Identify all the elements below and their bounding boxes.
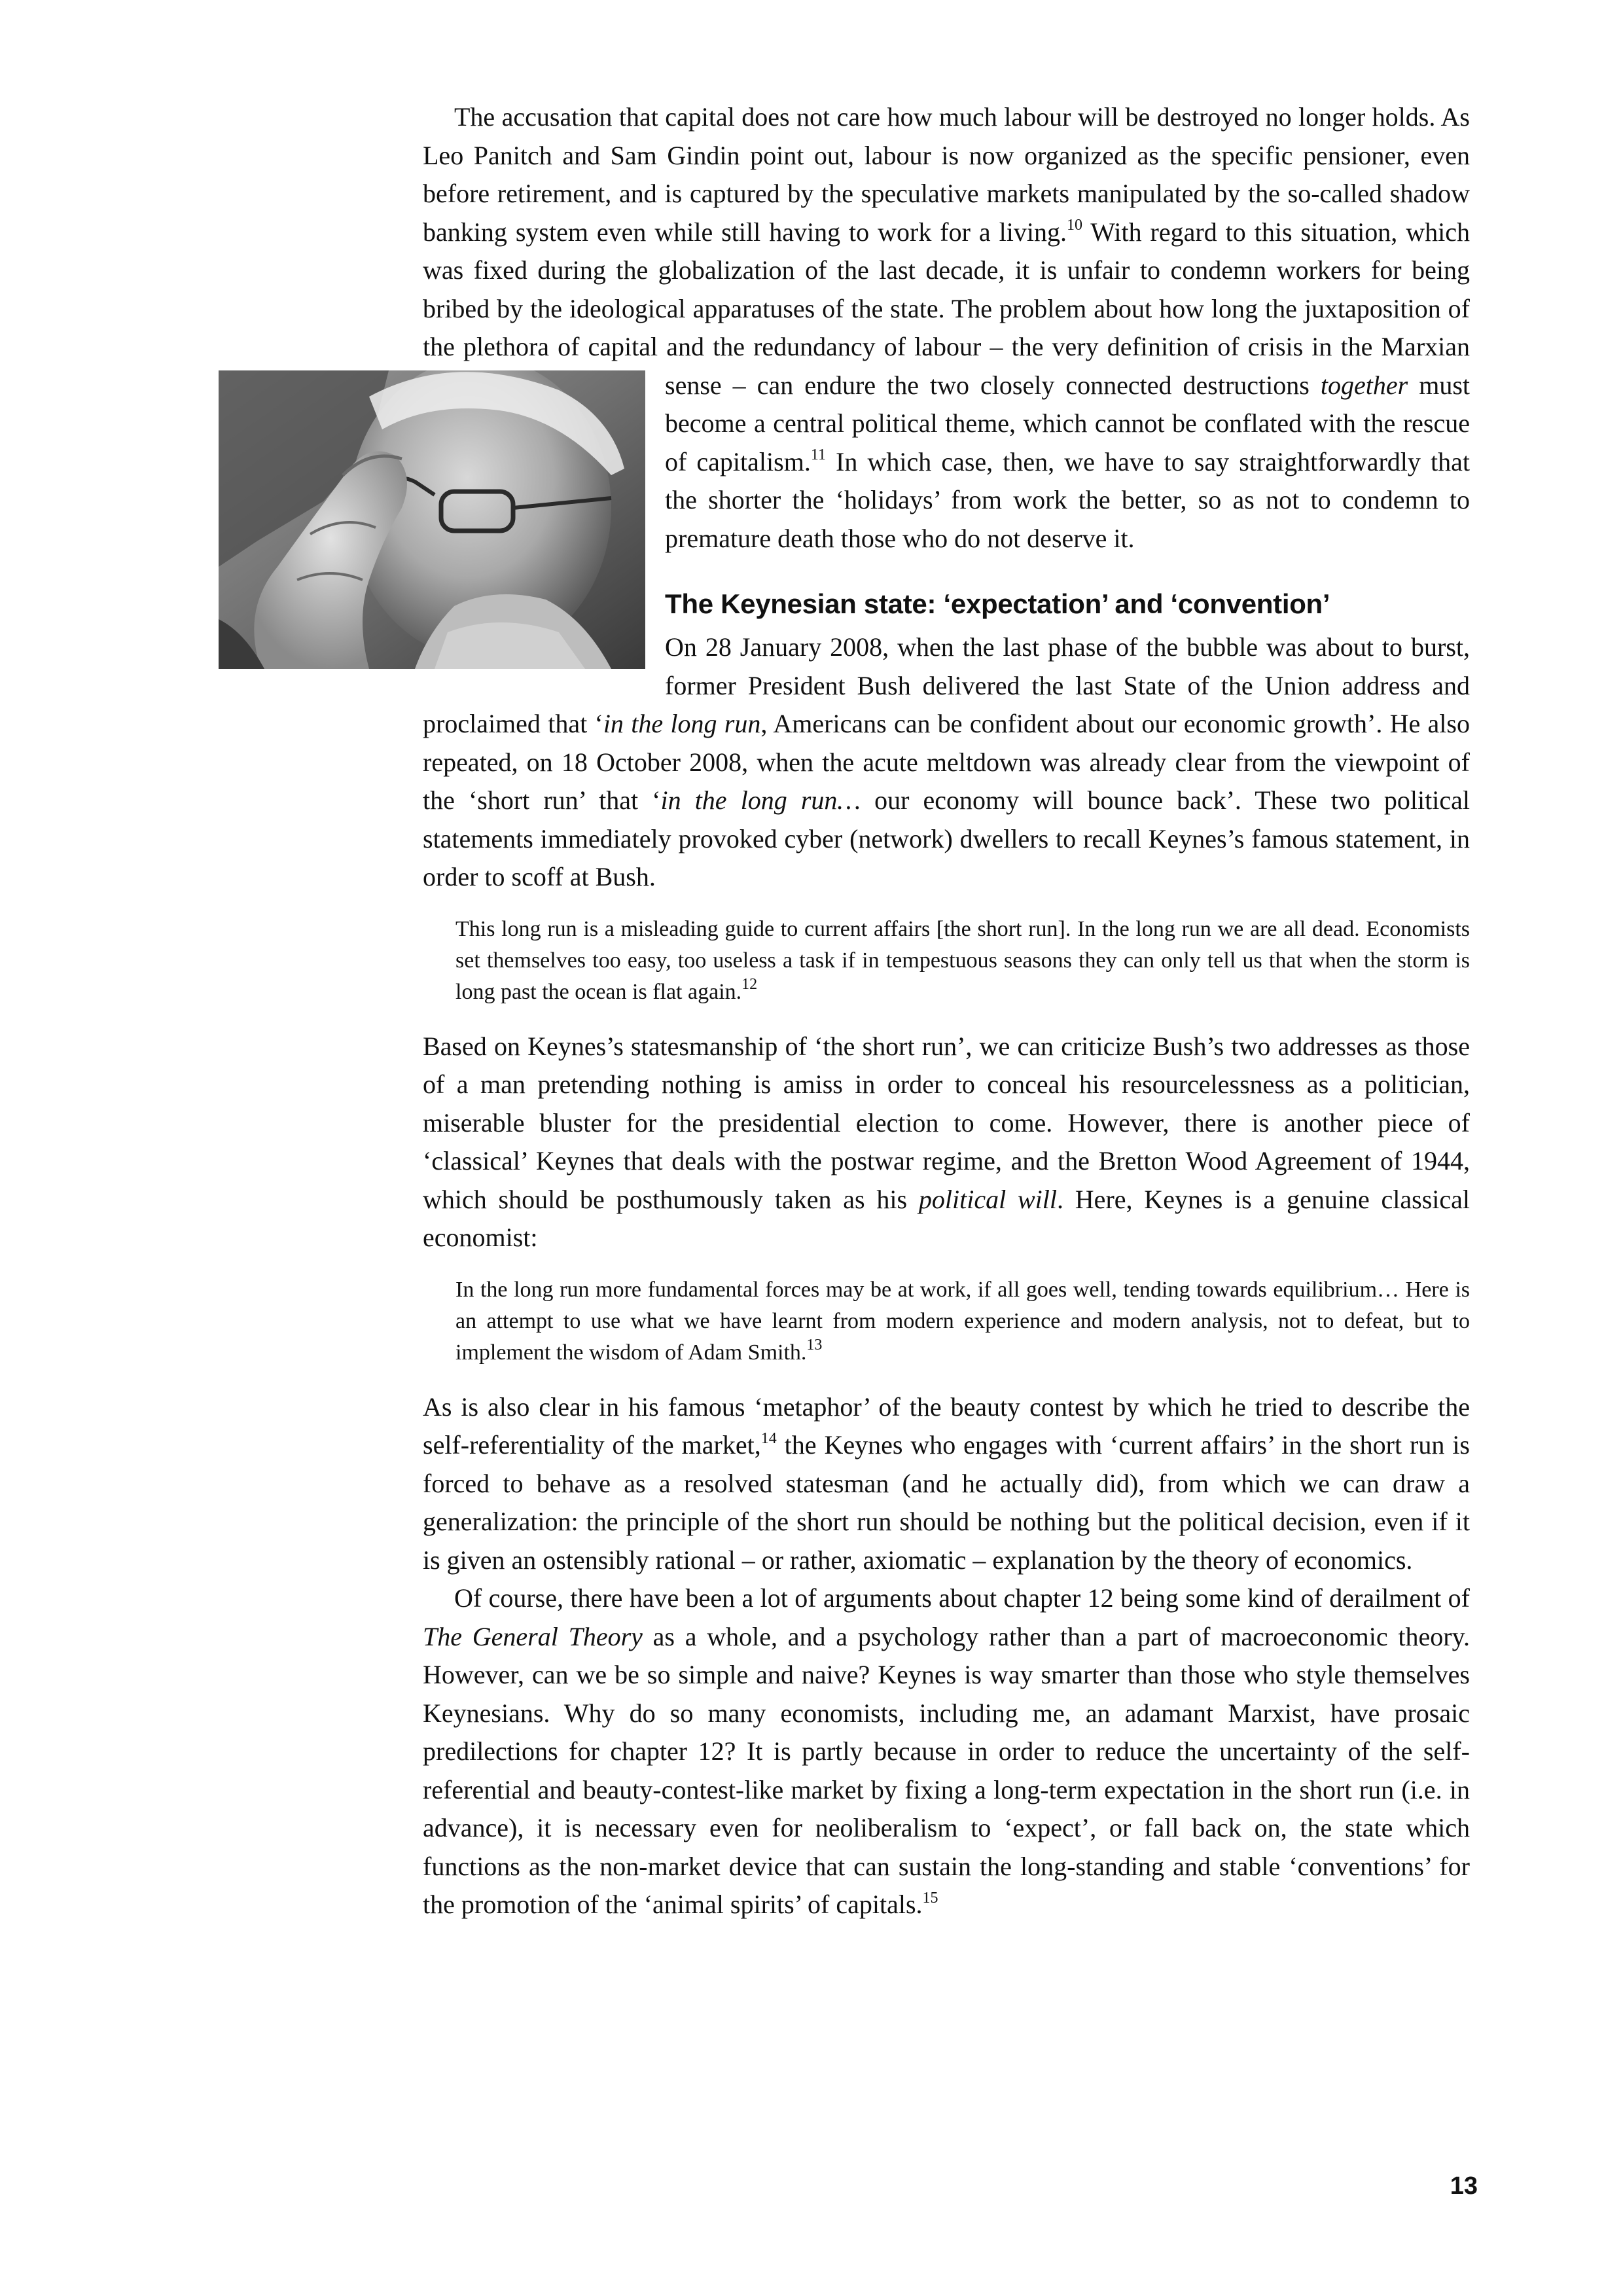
paragraph-4 <box>423 1388 1470 1580</box>
section-heading: The Keynesian state: ‘expectation’ and ‘convention’ <box>665 588 1330 619</box>
paragraph-1-text-b: With regard to this situation, which was fixed during the globalization of the last decade, it is unfair to condemn workers for being bribed by the ideological apparatuses of the state. The problem about how long the juxtaposition of the plethora of capital and the redundancy of labour – the very definition of crisis in the Marxian sense – can endure the two closely connected destructions <box>423 217 1471 400</box>
paragraph-2-text-c: our economy will bounce back’. These two political statements immediately provoked cyber (network) dwellers to recall Keynes’s famous statement, in order to scoff at Bush. <box>423 785 1470 891</box>
paragraph-5-text-b: as a whole, and a psychology rather than a part of macroeconomic theory. However, can we be so simple and naive? Keynes is way smarter than those who style themselves Keynesians. Why do so many economists, including me, an adamant Marxist, have prosaic predilections for chapter 12? It is partly because in order to reduce the uncertainty of the self-referential and beauty-contest-like market by fixing a long-term expectation in the short run (i.e. in advance), it is necessary even for neoliberalism to ‘expect’, or fall back on, the state which functions as the non-market device that can sustain the long-standing and stable ‘conventions’ for the promotion of the ‘animal spirits’ of capitals. <box>423 1621 1470 1919</box>
footnote-ref-12[interactable]: 12 <box>741 976 758 994</box>
paragraph-2-text-b: , Americans can be confident about our economic growth’. He also repeated, on 18 October 2008, when the acute meltdown was already clear from the viewpoint of the ‘short run’ that ‘ <box>423 709 1470 815</box>
author-portrait-photo <box>219 370 645 669</box>
footnote-ref-14[interactable]: 14 <box>760 1429 777 1447</box>
footnote-ref-11[interactable]: 11 <box>810 446 826 464</box>
paragraph-1-emphasis: together <box>1320 370 1408 400</box>
body-text-column <box>423 98 1470 1924</box>
paragraph-2-text-a: On 28 January 2008, when the last phase of the bubble was about to burst, former President Bush delivered the last State of the Union address and proclaimed that ‘ <box>423 632 1470 738</box>
footnote-ref-10[interactable]: 10 <box>1066 217 1082 234</box>
paragraph-2-emphasis-1: in the long run <box>603 709 761 738</box>
block-quote-1-text: This long run is a misleading guide to current affairs [the short run]. In the long run we are all dead. Economists set themselves too easy, too useless a task if in tempestuous seasons they can only tell us that when the storm is long past the ocean is flat again. <box>455 916 1470 1004</box>
paragraph-1-text-a: The accusation that capital does not care how much labour will be destroyed no longer holds. As Leo Panitch and Sam Gindin point out, labour is now organized as the specific pensioner, even before retirement, and is captured by the speculative markets manipulated by the so-called shadow banking system even while still having to work for a living. <box>423 102 1470 247</box>
paragraph-3-emphasis: political will <box>918 1184 1057 1214</box>
paragraph-1-text-d: In which case, then, we have to say straightforwardly that the shorter the ‘holidays’ from work the better, so as not to condemn to premature death those who do not deserve it. <box>665 446 1471 553</box>
paragraph-4-text-a: As is also clear in his famous ‘metaphor’ of the beauty contest by which he tried to describe the self-referentiality of the market, <box>423 1391 1470 1460</box>
page-number: 13 <box>1450 2172 1478 2200</box>
paragraph-3-text-b: . Here, Keynes is a genuine classical economist: <box>423 1184 1470 1252</box>
block-quote-2 <box>455 1274 1470 1369</box>
paragraph-4-text-b: the Keynes who engages with ‘current affairs’ in the short run is forced to behave as a resolved statesman (and he actually did), from which we can draw a generalization: the principle of the short run should be nothing but the political decision, even if it is given an ostensibly rational – or rather, axiomatic – explanation by the theory of economics. <box>423 1430 1470 1575</box>
paragraph-2-emphasis-2: in the long run… <box>660 785 861 815</box>
block-quote-2-text: In the long run more fundamental forces may be at work, if all goes well, tending towards equilibrium… Here is an attempt to use what we have learnt from modern experience and modern analysis, not to defeat, but to implement the wisdom of Adam Smith. <box>455 1277 1470 1365</box>
paragraph-5-text-a: Of course, there have been a lot of arguments about chapter 12 being some kind of derailment of <box>454 1583 1470 1613</box>
paragraph-1 <box>423 98 1470 558</box>
paragraph-5-emphasis: The General Theory <box>423 1621 643 1651</box>
footnote-ref-15[interactable]: 15 <box>922 1889 938 1907</box>
paragraph-3 <box>423 1028 1470 1257</box>
portrait-image <box>219 370 645 669</box>
paragraph-5 <box>423 1579 1470 1924</box>
paragraph-1-text-c: must become a central political theme, which cannot be conflated with the rescue of capitalism. <box>665 370 1470 476</box>
block-quote-1 <box>455 914 1470 1008</box>
footnote-ref-13[interactable]: 13 <box>806 1336 823 1354</box>
paragraph-3-text-a: Based on Keynes’s statesmanship of ‘the short run’, we can criticize Bush’s two addresses as those of a man pretending nothing is amiss in order to conceal his resourcelessness as a politician, miserable bluster for the presidential election to come. However, there is another piece of ‘classical’ Keynes that deals with the postwar regime, and the Bretton Wood Agreement of 1944, which should be posthumously taken as his <box>423 1031 1470 1214</box>
